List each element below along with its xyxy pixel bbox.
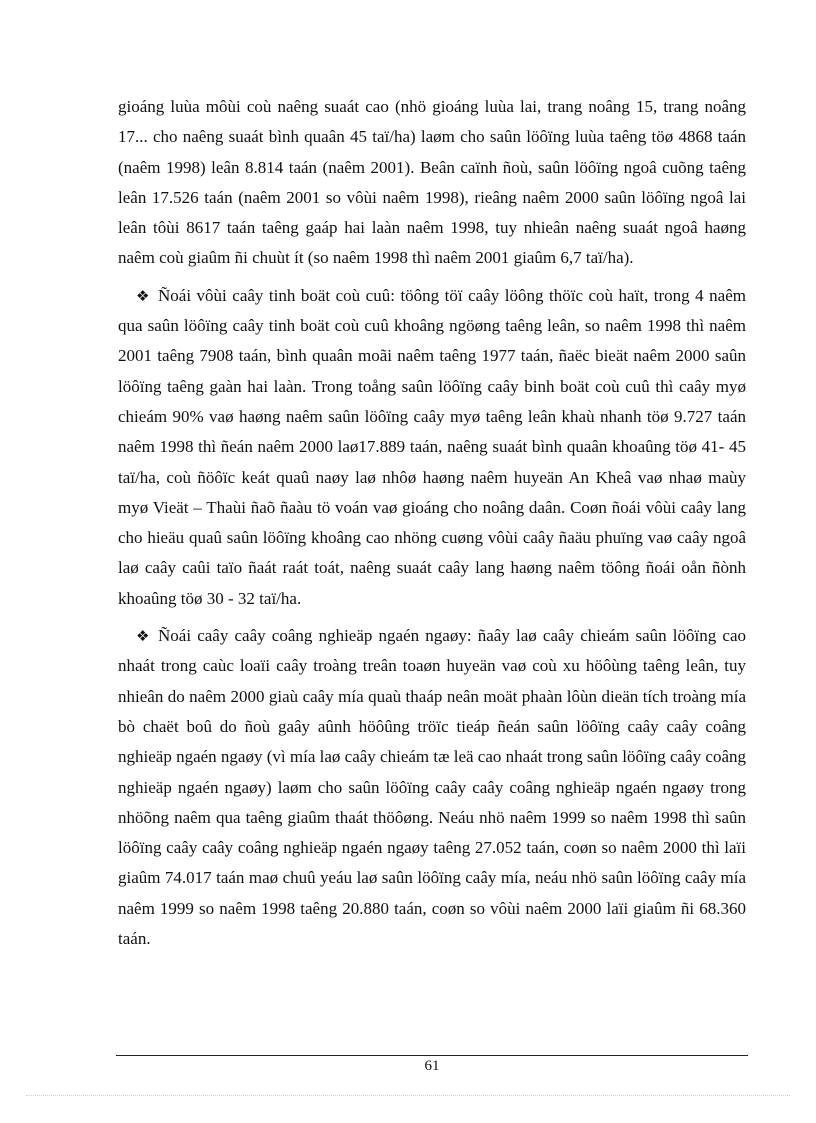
paragraph-2-text: Ñoái vôùi caây tinh boät coù cuû: töông töï caây löông thöïc coù haït, trong 4 naêm qua saûn löôïng caây tinh boät coù cuû khoâng ngöøng taêng leân, so naêm 1998 thì naêm 2001 taêng 7908 taán, bình quaân moãi naêm taêng 1977 taán, ñaëc bieät naêm 2000 saûn löôïng taêng gaàn hai laàn. Trong toång saûn löôïng caây binh boät coù cuû thì caây myø chieám 90% vaø haøng naêm saûn löôïng caây myø taêng leân khaù nhanh töø 9.727 taán naêm 1998 thì ñeán naêm 2000 laø17.889 taán, naêng suaát bình quaân khoaûng töø 41- 45 taï/ha, coù ñöôïc keát quaû naøy laø nhôø haøng naêm huyeän An Kheâ vaø nhaø maùy myø Vieät – Thaùi ñaõ ñaàu tö voán vaø gioáng cho noâng daân. Coøn ñoái vôùi caây lang cho hieäu quaû saûn löôïng khoâng cao nhöng cuøng vôùi caây ñaäu phuïng vaø caây ngoâ laø caây caûi taïo ñaát raát toát, naêng suaát caây lang haøng naêm töông ñoái oån ñònh khoaûng töø 30 - 32 taï/ha. xyxy=(118,285,746,608)
paragraph-1-text: gioáng luùa môùi coù naêng suaát cao (nhö gioáng luùa lai, trang noâng 15, trang noâng 17... cho naêng suaát bình quaân 45 taï/ha) laøm cho saûn löôïng luùa taêng töø 4868 taán (naêm 1998) leân 8.814 taán (naêm 2001). Beân caïnh ñoù, saûn löôïng ngoâ cuõng taêng leân 17.526 taán (naêm 2001 so vôùi naêm 1998), rieâng naêm 2000 saûn löôïng ngoâ lai leân tôùi 8617 taán taêng gaáp hai laàn naêm 1998, tuy nhieân naêng suaát ngoâ haøng naêm coù giaûm ñi chuùt ít (so naêm 1998 thì naêm 2001 giaûm 6,7 taï/ha). xyxy=(118,97,746,268)
paragraph-3-text: Ñoái caây caây coâng nghieäp ngaén ngaøy: ñaây laø caây chieám saûn löôïng cao nhaát trong caùc loaïi caây troàng treân toaøn huyeän vaø coù xu höôùng taêng leân, tuy nhieân do naêm 2000 giaù caây mía quaù thaáp neân moät phaàn lôùn dieän tích troàng mía bò chaët boû do ñoù gaây aûnh höôûng tröïc tieáp ñeán saûn löôïng caây caây coâng nghieäp ngaén ngaøy (vì mía laø caây chieám tæ leä cao nhaát trong saûn löôïng caây coâng nghieäp ngaén ngaøy) laøm cho saûn löôïng caây caây coâng nghieäp ngaén ngaøy trong nhöõng naêm qua taêng giaûm thaát thöôøng. Neáu nhö naêm 1999 so naêm 1998 thì saûn löôïng caây caây coâng nghieäp ngaén ngaøy taêng 27.052 taán, coøn so naêm 2000 thì laïi giaûm 74.017 taán maø chuû yeáu laø saûn löôïng caây mía, neáu nhö saûn löôïng caây mía naêm 1999 so naêm 1998 taêng 20.880 taán, coøn so vôùi naêm 2000 laïi giaûm ñi 68.360 taán. xyxy=(118,626,746,949)
paragraph-1 xyxy=(118,92,746,274)
diamond-bullet-icon: ❖ xyxy=(136,627,150,646)
paragraph-2 xyxy=(118,281,746,614)
page-number: 61 xyxy=(424,1058,440,1074)
paragraph-3 xyxy=(118,621,746,954)
diamond-bullet-icon: ❖ xyxy=(136,286,150,305)
footer-divider xyxy=(116,1055,748,1056)
body-text xyxy=(118,92,746,961)
page-bottom-dotted-line xyxy=(26,1095,790,1096)
